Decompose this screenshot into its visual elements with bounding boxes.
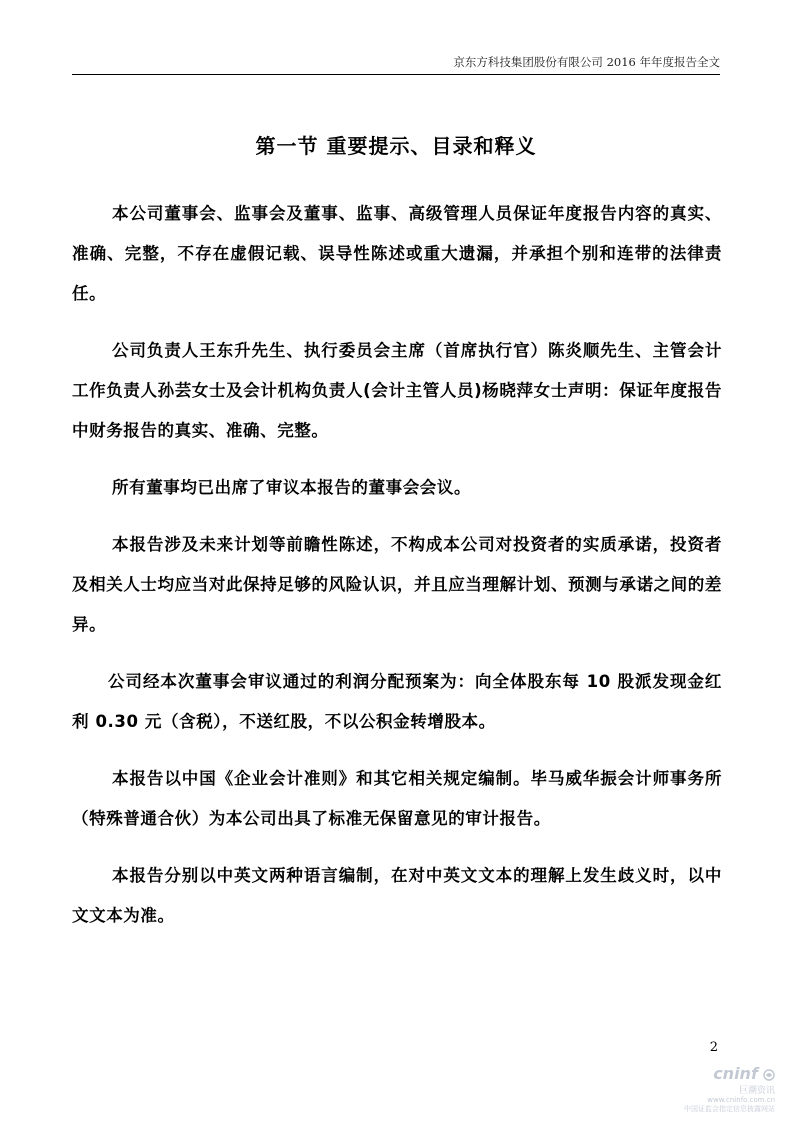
watermark-brand-cn: 巨潮资讯: [738, 1086, 775, 1096]
paragraph-profit-distribution: 公司经本次董事会审议通过的利润分配预案为：向全体股东每 10 股派发现金红利 0.30 元（含税），不送红股，不以公积金转增股本。: [72, 672, 722, 731]
body-text: [72, 194, 722, 953]
paragraph-accounting-standards: 本报告以中国《企业会计准则》和其它相关规定编制。毕马威华振会计师事务所（特殊普通合伙）为本公司出具了标准无保留意见的审计报告。: [72, 769, 722, 828]
watermark-brand: cninf: [713, 1064, 758, 1083]
section-title: 第一节 重要提示、目录和释义: [255, 134, 537, 158]
page-header: [72, 52, 720, 75]
running-title: 京东方科技集团股份有限公司 2016 年年度报告全文: [453, 55, 720, 69]
paragraph-forward-looking: 本报告涉及未来计划等前瞻性陈述，不构成本公司对投资者的实质承诺，投资者及相关人士均应当对此保持足够的风险认识，并且应当理解计划、预测与承诺之间的差异。: [72, 535, 722, 634]
paragraph-responsibility: 本公司董事会、监事会及董事、监事、高级管理人员保证年度报告内容的真实、准确、完整，不存在虚假记载、误导性陈述或重大遗漏，并承担个别和连带的法律责任。: [72, 204, 722, 303]
watermark-org: 中国证监会指定信息披露网站: [684, 1105, 775, 1113]
watermark-site: www.cninfo.com.cn: [707, 1096, 775, 1104]
cninf-watermark: [684, 1064, 775, 1114]
page-number: 2: [709, 1040, 718, 1055]
cninf-logo-icon: [763, 1069, 775, 1081]
paragraph-language: 本报告分别以中英文两种语言编制，在对中英文文本的理解上发生歧义时，以中文文本为准。: [72, 866, 722, 925]
paragraph-attendance: 所有董事均已出席了审议本报告的董事会会议。: [112, 478, 472, 497]
paragraph-responsible-persons: 公司负责人王东升先生、执行委员会主席（首席执行官）陈炎顺先生、主管会计工作负责人孙芸女士及会计机构负责人(会计主管人员)杨晓萍女士声明：保证年度报告中财务报告的真实、准确、完整。: [72, 341, 722, 440]
